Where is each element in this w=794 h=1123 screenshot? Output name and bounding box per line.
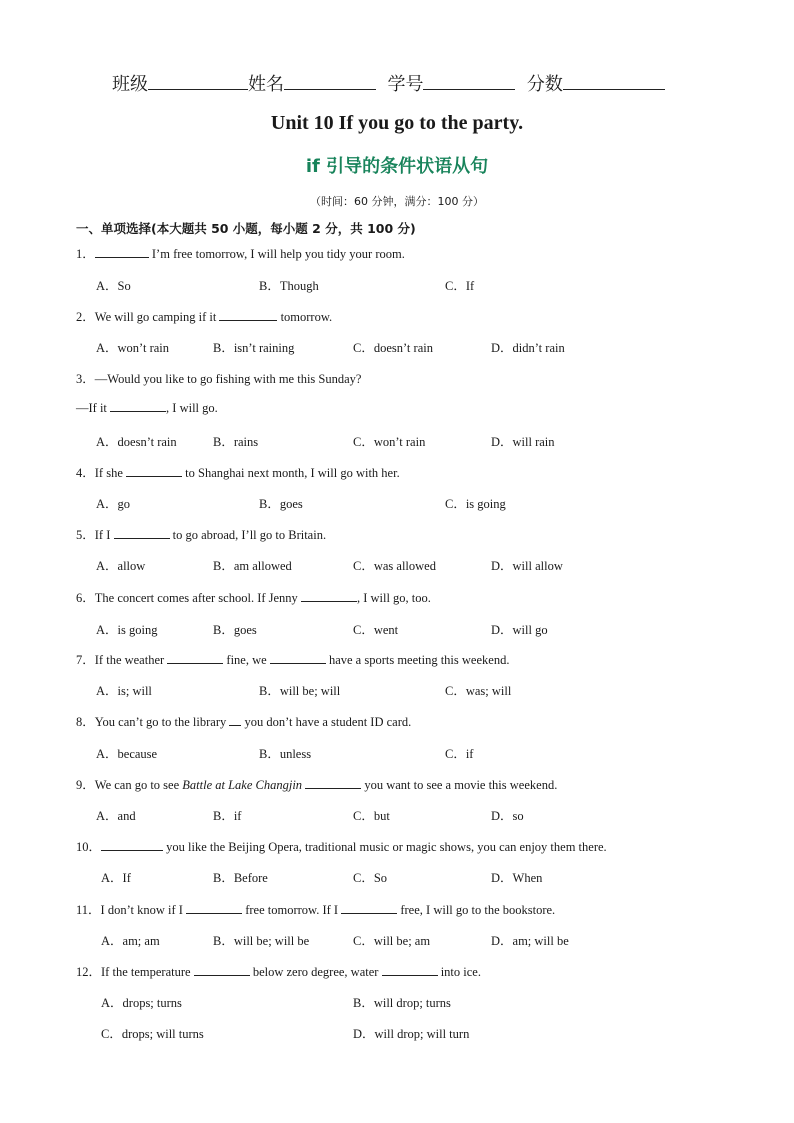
question-3: [76, 369, 361, 387]
question-number: 8．: [76, 715, 95, 729]
option-c[interactable]: C．will be; am: [353, 934, 431, 948]
answer-blank: [229, 714, 241, 726]
question-number: 7．: [76, 653, 95, 667]
answer-blank: [114, 527, 170, 539]
option-c[interactable]: C．won’t rain: [353, 435, 426, 449]
option-a[interactable]: A．and: [96, 809, 136, 823]
question-7: [76, 650, 509, 668]
option-d[interactable]: D．so: [491, 809, 524, 823]
question-8: [76, 712, 411, 730]
answer-blank: [126, 465, 182, 477]
answer-blank: [186, 902, 242, 914]
question-text: —Would you like to go fishing with me this Sunday?: [94, 372, 362, 386]
option-a[interactable]: A．because: [96, 747, 158, 761]
movie-title: Battle at Lake Changjin: [182, 778, 303, 792]
question-text: If the temperature: [101, 965, 194, 979]
option-a[interactable]: A．So: [96, 279, 131, 293]
option-a[interactable]: A．go: [96, 497, 131, 511]
question-number: 12．: [76, 965, 102, 979]
question-text: If I: [94, 528, 114, 542]
option-b[interactable]: B．will be; will be: [213, 934, 310, 948]
option-b[interactable]: B．will be; will: [259, 684, 341, 698]
option-b[interactable]: B．goes: [259, 497, 303, 511]
question-text: tomorrow.: [277, 310, 333, 324]
class-blank: [148, 71, 248, 90]
option-d[interactable]: D．didn’t rain: [491, 341, 565, 355]
option-b[interactable]: B．Before: [213, 871, 268, 885]
class-label: 班级: [112, 74, 148, 95]
option-b[interactable]: B．goes: [213, 623, 257, 637]
answer-blank: [382, 964, 438, 976]
question-text: below zero degree, water: [249, 965, 382, 979]
score-blank: [563, 71, 665, 90]
question-text: We can go to see: [94, 778, 183, 792]
answer-blank: [270, 652, 326, 664]
question-6: [76, 588, 431, 606]
student-info-header: [112, 70, 665, 96]
question-number: 5．: [76, 528, 95, 542]
option-a[interactable]: A．won’t rain: [96, 341, 170, 355]
option-c[interactable]: C．was; will: [445, 684, 512, 698]
question-text: You can’t go to the library: [94, 715, 230, 729]
option-c[interactable]: C．drops; will turns: [101, 1027, 204, 1041]
question-number: 9．: [76, 778, 95, 792]
option-a[interactable]: A．doesn’t rain: [96, 435, 177, 449]
option-d[interactable]: D．will rain: [491, 435, 555, 449]
question-number: 1．: [76, 247, 95, 261]
option-a[interactable]: A．allow: [96, 559, 146, 573]
answer-blank: [341, 902, 397, 914]
question-text: If the weather: [94, 653, 168, 667]
question-number: 10．: [76, 840, 102, 854]
question-text: We will go camping if it: [94, 310, 220, 324]
option-d[interactable]: D．am; will be: [491, 934, 569, 948]
option-b[interactable]: B．Though: [259, 279, 319, 293]
question-5: [76, 525, 326, 543]
answer-blank: [305, 777, 361, 789]
question-3-reply: [76, 400, 218, 416]
question-text: , I will go, too.: [356, 591, 431, 605]
question-number: 3．: [76, 372, 95, 386]
option-c[interactable]: C．So: [353, 871, 388, 885]
question-text: fine, we: [223, 653, 270, 667]
question-text: free tomorrow. If I: [242, 903, 342, 917]
option-b[interactable]: B．will drop; turns: [353, 996, 451, 1010]
option-d[interactable]: D．will go: [491, 623, 548, 637]
question-text: I’m free tomorrow, I will help you tidy your room.: [148, 247, 405, 261]
number-blank: [423, 71, 515, 90]
answer-blank: [167, 652, 223, 664]
question-number: 11．: [76, 903, 101, 917]
question-10: [76, 837, 607, 855]
option-b[interactable]: B．if: [213, 809, 242, 823]
question-text: into ice.: [437, 965, 481, 979]
option-b[interactable]: B．isn’t raining: [213, 341, 295, 355]
answer-blank: [301, 590, 357, 602]
option-c[interactable]: C．is going: [445, 497, 506, 511]
question-number: 2．: [76, 310, 95, 324]
question-number: 6．: [76, 591, 95, 605]
question-number: 4．: [76, 466, 95, 480]
question-9: [76, 775, 557, 793]
question-text: have a sports meeting this weekend.: [325, 653, 510, 667]
answer-blank: [101, 839, 163, 851]
option-d[interactable]: D．When: [491, 871, 543, 885]
score-label: 分数: [526, 74, 563, 95]
option-b[interactable]: B．rains: [213, 435, 259, 449]
option-b[interactable]: B．am allowed: [213, 559, 292, 573]
topic-subtitle: if 引导的条件状语从句: [305, 156, 489, 177]
option-a[interactable]: A．is; will: [96, 684, 152, 698]
option-c[interactable]: C．doesn’t rain: [353, 341, 433, 355]
option-a[interactable]: A．If: [101, 871, 131, 885]
option-a[interactable]: A．drops; turns: [101, 996, 182, 1010]
question-4: [76, 463, 400, 481]
answer-blank: [219, 309, 277, 321]
option-a[interactable]: A．am; am: [101, 934, 160, 948]
option-d[interactable]: D．will drop; will turn: [353, 1027, 470, 1041]
option-c[interactable]: C．but: [353, 809, 390, 823]
option-a[interactable]: A．is going: [96, 623, 158, 637]
question-2: [76, 307, 332, 325]
unit-title: Unit 10 If you go to the party.: [270, 112, 524, 134]
question-text: to go abroad, I’ll go to Britain.: [169, 528, 327, 542]
answer-blank: [194, 964, 250, 976]
question-text: If she: [94, 466, 127, 480]
option-c[interactable]: C．was allowed: [353, 559, 436, 573]
question-text: —If it: [76, 401, 111, 415]
option-d[interactable]: D．will allow: [491, 559, 563, 573]
name-blank: [284, 71, 376, 90]
answer-blank: [95, 246, 149, 258]
question-text: The concert comes after school. If Jenny: [94, 591, 301, 605]
number-label: 学号: [387, 74, 424, 95]
question-text: you like the Beijing Opera, traditional music or magic shows, you can enjoy them there.: [163, 840, 607, 854]
question-text: , I will go.: [166, 401, 218, 415]
question-12: [76, 962, 481, 980]
option-c[interactable]: C．if: [445, 747, 474, 761]
answer-blank: [110, 400, 166, 412]
option-b[interactable]: B．unless: [259, 747, 312, 761]
section-heading: 一、单项选择(本大题共 50 小题，每小题 2 分，共 100 分): [76, 221, 416, 236]
name-label: 姓名: [248, 74, 284, 95]
option-c[interactable]: C．If: [445, 279, 475, 293]
question-11: [76, 900, 555, 918]
question-text: I don’t know if I: [100, 903, 187, 917]
option-c[interactable]: C．went: [353, 623, 399, 637]
question-1: [76, 244, 405, 262]
question-text: you want to see a movie this weekend.: [361, 778, 558, 792]
question-text: to Shanghai next month, I will go with her.: [182, 466, 400, 480]
exam-meta: （时间：60 分钟，满分：100 分）: [310, 195, 484, 208]
question-text: you don’t have a student ID card.: [241, 715, 412, 729]
question-text: free, I will go to the bookstore.: [397, 903, 556, 917]
